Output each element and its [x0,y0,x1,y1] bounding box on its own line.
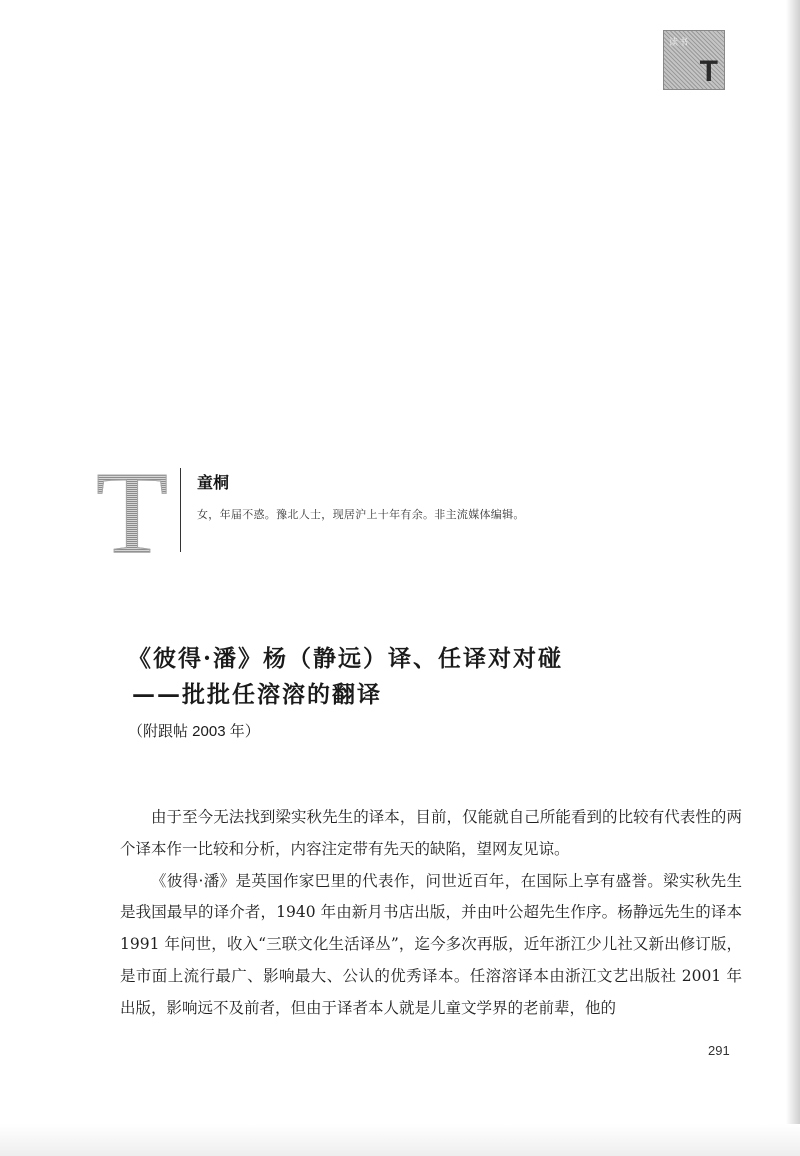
decorative-initial-letter: T [96,447,169,578]
vertical-divider [180,468,181,552]
corner-section-tab [663,30,725,90]
author-name: 童桐 [197,475,230,492]
corner-tab-label: 读书 [669,37,690,47]
author-bio: 女，年届不惑。豫北人士，现居沪上十年有余。非主流媒体编辑。 [197,509,525,521]
article-body [120,802,742,1025]
scan-bottom-shadow [0,1124,800,1156]
body-paragraph: 《彼得·潘》是英国作家巴里的代表作，问世近百年，在国际上享有盛誉。梁实秋先生是我国最早的译介者，1940 年由新月书店出版，并由叶公超先生作序。杨静远先生的译本 1991 年问世，收入“三联文化生活译丛”，迄今多次再版，近年浙江少儿社又新出修订版，是市面上流行最广、影响最大、公认的优秀译本。任溶溶译本由浙江文艺出版社 2001 年出版，影响远不及前者，但由于译者本人就是儿童文学界的老前辈，他的 [120,871,742,1017]
page-number: 291 [708,1043,730,1058]
article-title: 《彼得·潘》杨（静远）译、任译对对碰 [128,645,564,672]
body-paragraph: 由于至今无法找到梁实秋先生的译本，目前，仅能就自己所能看到的比较有代表性的两个译本作一比较和分析，内容注定带有先天的缺陷，望网友见谅。 [120,808,742,858]
article-subtitle: ——批批任溶溶的翻译 [132,681,382,708]
corner-tab-letter: T [699,55,718,88]
scan-edge-shadow [786,0,800,1156]
article-note: （附跟帖 2003 年） [128,723,260,740]
